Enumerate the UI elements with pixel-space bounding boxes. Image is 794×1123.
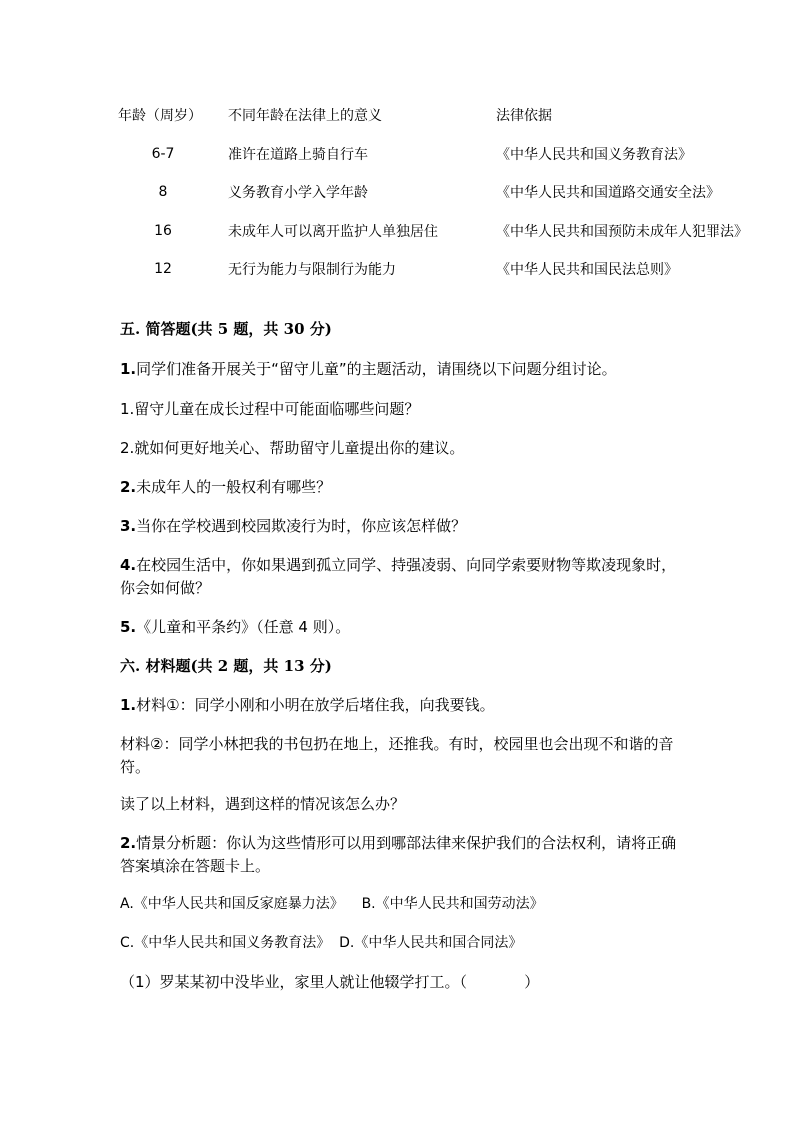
question-text: 未成年人的一般权利有哪些？ bbox=[136, 478, 332, 496]
section-6-title: 六. 材料题(共 2 题，共 13 分) bbox=[120, 657, 332, 675]
question-5-2 bbox=[120, 476, 680, 499]
material-2: 材料②：同学小林把我的书包扔在地上，还推我。有时，校园里也会出现不和谐的音符。 bbox=[120, 735, 674, 776]
section-5-title: 五. 简答题(共 5 题，共 30 分) bbox=[120, 320, 332, 338]
row-age: 16 bbox=[154, 222, 172, 239]
row-meaning: 义务教育小学入学年龄 bbox=[228, 185, 368, 202]
question-number: 3. bbox=[120, 517, 137, 535]
row-law: 《中华人民共和国预防未成年人犯罪法》 bbox=[496, 223, 748, 240]
question-6-1-prompt: 读了以上材料，遇到这样的情况该怎么办？ bbox=[120, 795, 406, 813]
question-number: 2. bbox=[120, 478, 137, 496]
question-text: 材料①：同学小刚和小明在放学后堵住我，向我要钱。 bbox=[136, 696, 495, 714]
table-row bbox=[118, 250, 778, 289]
question-number: 4. bbox=[120, 556, 137, 574]
table-row bbox=[118, 212, 778, 251]
question-5-4 bbox=[120, 554, 680, 600]
question-5-1-sub-2: 2.就如何更好地关心、帮助留守儿童提出你的建议。 bbox=[120, 439, 465, 457]
question-5-1 bbox=[120, 358, 680, 381]
row-meaning: 未成年人可以离开监护人单独居住 bbox=[228, 223, 438, 240]
table-row bbox=[118, 173, 778, 212]
law-age-table bbox=[118, 96, 778, 289]
question-text: 《儿童和平条约》（任意 4 则）。 bbox=[136, 618, 351, 636]
question-text: 情景分析题：你认为这些情形可以用到哪部法律来保护我们的合法权利，请将正确答案填涂在答题卡上。 bbox=[120, 834, 677, 875]
table-row bbox=[118, 135, 778, 174]
question-number: 2. bbox=[120, 834, 137, 852]
question-6-2 bbox=[120, 832, 680, 878]
question-5-5 bbox=[120, 616, 680, 639]
row-age: 8 bbox=[158, 184, 168, 201]
question-number: 5. bbox=[120, 618, 137, 636]
row-law: 《中华人民共和国民法总则》 bbox=[496, 262, 678, 279]
options-line-ab: A.《中华人民共和国反家庭暴力法》 B.《中华人民共和国劳动法》 bbox=[120, 896, 544, 912]
question-text: 当你在学校遇到校园欺凌行为时，你应该怎样做？ bbox=[136, 517, 467, 535]
row-age: 12 bbox=[154, 261, 172, 278]
sub-question-1: （1）罗某某初中没毕业，家里人就让他辍学打工。（ ） bbox=[120, 973, 540, 991]
row-law: 《中华人民共和国道路交通安全法》 bbox=[496, 185, 720, 202]
row-law: 《中华人民共和国义务教育法》 bbox=[496, 146, 692, 163]
question-6-1 bbox=[120, 694, 680, 717]
header-law: 法律依据 bbox=[496, 108, 552, 125]
row-meaning: 无行为能力与限制行为能力 bbox=[228, 262, 396, 279]
row-meaning: 准许在道路上骑自行车 bbox=[228, 146, 368, 163]
header-age: 年龄（周岁） bbox=[118, 108, 202, 125]
question-text: 在校园生活中，你如果遇到孤立同学、持强凌弱、向同学索要财物等欺凌现象时，你会如何做？ bbox=[120, 556, 677, 597]
question-5-1-sub-1: 1.留守儿童在成长过程中可能面临哪些问题？ bbox=[120, 400, 420, 418]
question-number: 1. bbox=[120, 360, 137, 378]
question-5-3 bbox=[120, 515, 680, 538]
question-number: 1. bbox=[120, 696, 137, 714]
row-age: 6-7 bbox=[151, 145, 175, 162]
options-line-cd: C.《中华人民共和国义务教育法》 D.《中华人民共和国合同法》 bbox=[120, 935, 523, 951]
question-text: 同学们准备开展关于“留守儿童”的主题活动，请围绕以下问题分组讨论。 bbox=[136, 360, 617, 378]
header-meaning: 不同年龄在法律上的意义 bbox=[228, 108, 382, 125]
table-header-row bbox=[118, 96, 778, 135]
